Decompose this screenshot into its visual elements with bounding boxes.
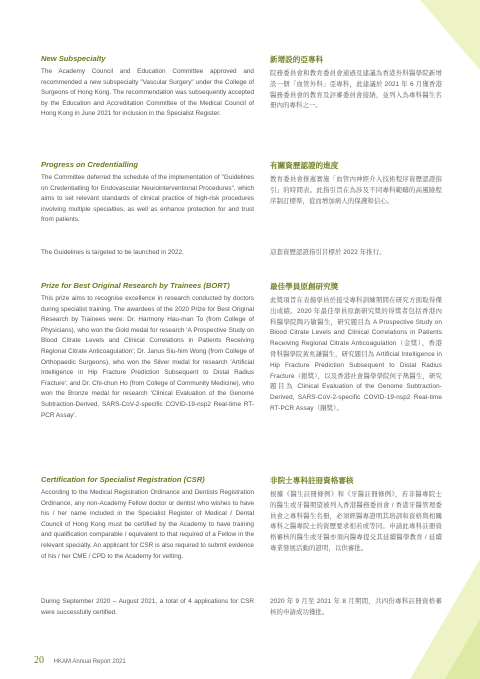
section-credentialling-en-2 xyxy=(41,248,254,259)
section-new-subspecialty-zh xyxy=(270,54,442,112)
publication-title: HKAM Annual Report 2021 xyxy=(53,659,126,665)
section-csr-en-2 xyxy=(41,597,254,618)
paragraph: 2020 年 9 月至 2021 年 8 月期間，共四份專科註冊資格審核的申請成功獲批。 xyxy=(270,598,442,616)
page-footer xyxy=(34,655,126,666)
section-heading: 有關資歷認證的進度 xyxy=(270,161,339,170)
section-credentialling-en xyxy=(41,160,254,226)
section-heading: 非院士專科註冊資格審核 xyxy=(270,476,354,485)
paragraph: The Academy Council and Education Committee approved and recommended a new subspecialty "Vascular Surgery" under the College of Surgeons of Hong Kong. The recommendation was subsequently accepted by the Education and Accreditation Committee of the Medical Council of Hong Kong in June 2021 for inclusion in the Specialist Register. xyxy=(41,68,254,118)
section-credentialling-zh xyxy=(270,160,442,207)
paragraph: 此獎項旨在表揚學員於接受專科訓練期間在研究方面取得傑出成績。2020 年最佳學員原創研究獎的得獎者包括香港內科醫學院陶巧敏醫生，研究題目為 A Prospective Study on Blood Citrate Levels and Clinical Correlations in Patients Receiving Regional Citrate Anticoagulation（金獎）、香港骨科醫學院黃兆謙醫生，研究題目為 Artificial Intelligence in Hip Fracture Prediction Subsequent to Distal Radius Fracture（銀獎），以及香港社會醫學學院何子雋醫生，研究題目為 Clinical Evaluation of the Genome Subtraction-Derived, SARS-CoV-2-specific COVID-19-nsp2 Real-time RT-PCR Assay（銅獎）。 xyxy=(270,297,442,412)
section-csr-en xyxy=(41,475,254,562)
section-heading: 新增設的亞專科 xyxy=(270,55,324,64)
section-heading: Certification for Specialist Registration (CSR) xyxy=(41,475,205,484)
section-bort-en xyxy=(41,281,254,421)
section-heading: Progress on Credentialling xyxy=(41,160,139,169)
section-csr-zh xyxy=(270,475,442,555)
section-credentialling-zh-2 xyxy=(270,248,442,259)
paragraph: According to the Medical Registration Ordinance and Dentists Registration Ordinance, any non-Academy Fellow doctor or dentist who wishes to have his / her name included in the Specialist Register of Medical / Dental Council of Hong Kong must be certified by the Academy to have training and qualification comparable / equivalent to that required of a Fellow in the relevant specialty. An applicant for CSR is also required to submit evidence of his / her CME / CPD to the Academy for vetting. xyxy=(41,489,254,560)
page-number: 20 xyxy=(34,655,44,666)
paragraph: During September 2020 – August 2021, a total of 4 applications for CSR were successfully certified. xyxy=(41,598,254,616)
paragraph: 根據《醫生註冊條例》和《牙醫註冊條例》，若非醫專院士的醫生或牙醫期望被列入香港醫務委員會 / 香港牙醫管理委員會之專科醫生名冊，必須經醫專證明其培訓和資格與相關專科之醫專院士的資歷要求相若或等同。申請此專科註冊資格審核的醫生或牙醫亦須向醫專提交其延續醫學教育 / 延續專業發展活動的證明，以供審批。 xyxy=(270,491,442,552)
paragraph: The Guidelines is targeted to be launched in 2022. xyxy=(41,249,184,256)
paragraph: This prize aims to recognise excellence in research conducted by doctors during specialist training. The awardees of the 2020 Prize for Best Original Research by Trainees were: Dr. Harmony Hau-man To (from College of Physicians), who won the Gold medal for research 'A Prospective Study on Blood Citrate Levels and Clinical Correlations in Patients Receiving Regional Citrate Anticoagulation'; Dr. Janus Siu-him Wong (from College of Orthopaedic Surgeons), who won the Silver medal for research 'Artificial Intelligence in Hip Fracture Prediction Subsequent to Distal Radius Fracture'; and Dr. Chi-chun Ho (from College of Community Medicine), who won the Bronze medal for research 'Clinical Evaluation of the Genome Subtraction-Derived, SARS-CoV-2-specific COVID-19-nsp2 Real-time RT-PCR Assay'. xyxy=(41,295,254,419)
paragraph: 院務委員會和教育委員會通過及建議為香港外科醫學院新增設一個「血管外科」亞專科，此建議於 2021 年 6 月獲香港醫務委員會的教育及評審委員會接納，並列入為專科醫生名冊內的專科之一。 xyxy=(270,70,442,110)
corner-decoration-bottom-dark xyxy=(445,619,480,679)
section-heading: New Subspecialty xyxy=(41,54,106,63)
paragraph: 教育委員會推遲實施「血管內神經介入技術程序資歷認證指引」的時間表。此指引旨在為涉及不同專科範疇的高風險程序制訂標準，從而增加病人的保護和信心。 xyxy=(270,176,442,205)
section-heading: Prize for Best Original Research by Trainees (BORT) xyxy=(41,281,230,290)
paragraph: The Committee deferred the schedule of the implementation of "Guidelines on Credentialling for Endovascular Neurointerventional Procedures", which aims to set relevant standards of clinical practice of high-risk procedures involving multiple specialties, as well as enhance protection for and trust from patients. xyxy=(41,174,254,224)
section-heading: 最佳學員原創研究獎 xyxy=(270,282,339,291)
paragraph: 這套資歷認證指引目標於 2022 年推行。 xyxy=(270,249,386,256)
section-bort-zh xyxy=(270,281,442,415)
section-new-subspecialty-en xyxy=(41,54,254,120)
section-csr-zh-2 xyxy=(270,597,442,619)
